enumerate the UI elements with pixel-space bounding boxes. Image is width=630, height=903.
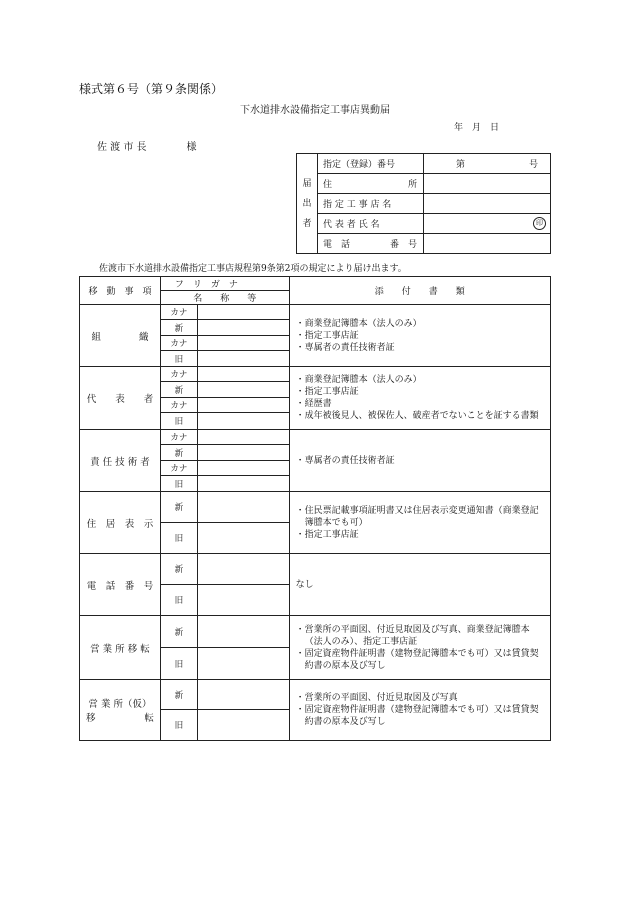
document-item: ・住民票記載事項証明書又は住居表示変更通知書（商業登記簿謄本でも可） [295, 505, 539, 528]
contractor-name-label: 指 定 工 事 店 名 [318, 194, 424, 214]
entry-field[interactable] [197, 305, 289, 320]
category-office-relocation: 営 業 所 移 転 [80, 616, 161, 680]
entry-field[interactable] [197, 476, 289, 492]
category-chief-engineer: 責 任 技 術 者 [80, 430, 161, 492]
sub-label: カナ [160, 336, 197, 351]
entry-field[interactable] [197, 585, 289, 616]
entry-field[interactable] [197, 398, 289, 413]
header-documents: 添 付 書 類 [289, 277, 550, 305]
entry-field[interactable] [197, 492, 289, 523]
documents-cell [289, 305, 550, 367]
representative-name-field[interactable] [424, 214, 551, 234]
entry-field[interactable] [197, 413, 289, 430]
change-table [79, 276, 551, 741]
sub-label: 旧 [160, 351, 197, 367]
header-item: 移 動 事 項 [80, 277, 161, 305]
document-item: ・専属者の責任技術者証 [295, 342, 395, 353]
sub-label: カナ [160, 305, 197, 320]
address-field[interactable] [424, 174, 551, 194]
entry-field[interactable] [197, 710, 289, 741]
document-item: ・商業登記簿謄本（法人のみ） [295, 375, 422, 385]
document-item: ・固定資産物件証明書（建物登記簿謄本でも可）又は賃貸契約書の原本及び写し [295, 648, 539, 671]
entry-field[interactable] [197, 351, 289, 367]
sub-label: 新 [160, 382, 197, 398]
documents-cell [289, 616, 550, 680]
header-furigana: フ リ ガ ナ [160, 277, 289, 291]
entry-field[interactable] [197, 616, 289, 648]
document-item: ・専属者の責任技術者証 [295, 455, 395, 466]
documents-cell [289, 680, 550, 741]
entry-field[interactable] [197, 430, 289, 445]
registration-number-label: 指定（登録）番号 [318, 154, 424, 174]
date-line: 年 月 日 [454, 123, 500, 133]
category-phone-number: 電 話 番 号 [80, 554, 161, 616]
addressee-honorific: 様 [186, 142, 197, 153]
seal-mark: 印 [533, 217, 546, 230]
document-item: ・営業所の平面図、付近見取図及び写真、商業登記簿謄本（法人のみ）、指定工事店証 [295, 624, 530, 647]
entry-field[interactable] [197, 336, 289, 351]
category-representative: 代 表 者 [80, 367, 161, 430]
phone-field[interactable] [424, 234, 551, 254]
intro-text: 佐渡市下水道排水設備指定工事店規程第9条第2項の規定により届け出ます。 [99, 264, 407, 274]
entry-field[interactable] [197, 320, 289, 336]
document-item: ・成年被後見人、被保佐人、破産者でないことを証する書類 [295, 411, 539, 421]
entry-field[interactable] [197, 445, 289, 461]
category-temporary-office-relocation: 営 業 所（仮） 移 転 [80, 680, 161, 741]
sub-label: 新 [160, 616, 197, 648]
sub-label: 旧 [160, 476, 197, 492]
documents-cell [289, 367, 550, 430]
documents-cell [289, 430, 550, 492]
representative-name-label: 代 表 者 氏 名 [318, 214, 424, 234]
category-organization: 組 織 [80, 305, 161, 367]
sub-label: 新 [160, 680, 197, 710]
applicant-vertical-label: 届 出 者 [297, 154, 318, 254]
sub-label: 旧 [160, 523, 197, 554]
documents-cell [289, 492, 550, 554]
entry-field[interactable] [197, 382, 289, 398]
document-item: ・営業所の平面図、付近見取図及び写真 [295, 693, 458, 703]
addressee [97, 138, 197, 153]
document-item: ・固定資産物件証明書（建物登記簿謄本でも可）又は賃貸契約書の原本及び写し [295, 705, 539, 727]
entry-field[interactable] [197, 648, 289, 680]
document-item: ・商業登記簿謄本（法人のみ） [295, 318, 422, 329]
entry-field[interactable] [197, 680, 289, 710]
applicant-table [296, 153, 551, 254]
sub-label: カナ [160, 461, 197, 476]
sub-label: 旧 [160, 710, 197, 741]
sub-label: 旧 [160, 413, 197, 430]
document-item: ・指定工事店証 [295, 330, 359, 341]
category-address-display: 住 居 表 示 [80, 492, 161, 554]
sub-label: 旧 [160, 585, 197, 616]
documents-cell: なし [289, 554, 550, 616]
sub-label: 新 [160, 445, 197, 461]
addressee-name: 佐 渡 市 長 [97, 142, 147, 153]
sub-label: カナ [160, 367, 197, 382]
entry-field[interactable] [197, 554, 289, 585]
sub-label: カナ [160, 398, 197, 413]
entry-field[interactable] [197, 523, 289, 554]
phone-label: 電 話 番 号 [318, 234, 424, 254]
sub-label: 旧 [160, 648, 197, 680]
sub-label: カナ [160, 430, 197, 445]
document-item: ・経歴書 [295, 399, 332, 409]
document-item: ・指定工事店証 [295, 529, 359, 540]
contractor-name-field[interactable] [424, 194, 551, 214]
entry-field[interactable] [197, 367, 289, 382]
document-item: ・指定工事店証 [295, 387, 359, 397]
sub-label: 新 [160, 554, 197, 585]
address-label: 住 所 [318, 174, 424, 194]
registration-number-field[interactable]: 第 号 [424, 154, 551, 174]
document-title: 下水道排水設備指定工事店異動届 [240, 105, 390, 116]
entry-field[interactable] [197, 461, 289, 476]
form-number: 様式第６号（第９条関係） [79, 82, 224, 96]
sub-label: 新 [160, 492, 197, 523]
header-name: 名 称 等 [160, 291, 289, 305]
sub-label: 新 [160, 320, 197, 336]
